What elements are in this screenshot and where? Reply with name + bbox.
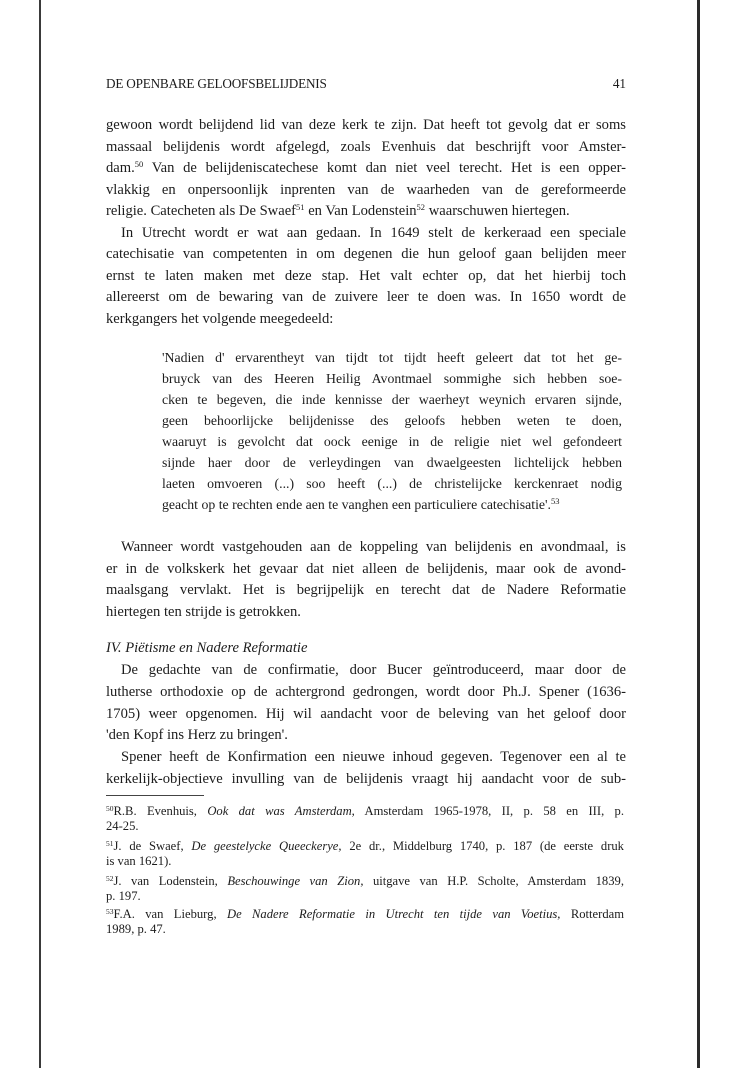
text-line: hiertegen ten strijde is getrokken. bbox=[106, 604, 301, 620]
text-line: 'den Kopf ins Herz zu bringen'. bbox=[106, 727, 288, 743]
text-line: kerkgangers het volgende meegedeeld: bbox=[106, 311, 334, 327]
section-heading: IV. Piëtisme en Nadere Reformatie bbox=[106, 640, 308, 656]
text-line: vlakkig en onpersoonlijk inprenten van de waarheden van de gereformeerde bbox=[106, 182, 626, 198]
running-header bbox=[106, 76, 626, 94]
text-line: Spener heeft de Konfirmation een nieuwe inhoud gegeven. Tegenover een al te bbox=[121, 749, 626, 765]
text-line: massaal belijdenis wordt afgelegd, zoals Evenhuis dat beschrijft voor Amster- bbox=[106, 139, 626, 155]
footnote: $^{52}$J. van Lodenstein, Beschouwinge van Zion, uitgave van H.P. Scholte, Amsterdam 1839, p. 197. bbox=[106, 874, 624, 903]
text-line: lutherse orthodoxie op de achtergrond gedrongen, wordt door Ph.J. Spener (1636- bbox=[106, 684, 626, 700]
footnote-number: 50 bbox=[106, 804, 114, 813]
quote-line: 'Nadien d' ervarentheyt van tijdt tot tijdt heeft geleert dat tot het ge- bbox=[162, 350, 622, 365]
quote-line: geacht op te rechten ende aen te vanghen een particuliere catechisatie'.$^{53}$ bbox=[162, 496, 560, 512]
text-line: er in de volkskerk het gevaar dat niet alleen de belijdenis, maar ook de avond- bbox=[106, 561, 626, 577]
quote-line: sijnde haer door de verleydingen van dwaelgeesten lichtelijck hebben bbox=[162, 455, 622, 470]
running-title: DE OPENBARE GELOOFSBELIJDENIS bbox=[106, 76, 327, 91]
page-edge-right bbox=[697, 0, 700, 1068]
quote-line: laeten omvoeren (...) soo heeft (...) de christelijcke kerckenraet nodig bbox=[162, 476, 622, 491]
quote-line: geen behoorlijcke belijdenisse des geloofs hebben weten te doen, bbox=[162, 413, 622, 428]
page-number: 41 bbox=[612, 76, 626, 91]
quote-line: waaruyt is gevolcht dat oock eenige in de religie niet wel gefondeert bbox=[162, 434, 622, 449]
footnote-number: 53 bbox=[106, 907, 114, 916]
footnote-number: 52 bbox=[106, 874, 114, 883]
footnote: $^{50}$R.B. Evenhuis, Ook dat was Amsterdam, Amsterdam 1965-1978, II, p. 58 en III, p. 24-25. bbox=[106, 804, 625, 833]
text-line: allereerst om de bewaring van de zuivere leer te doen was. In 1650 wordt de bbox=[106, 289, 626, 305]
text-line: religie. Catecheten als De Swaef$^{51}$ en Van Lodenstein$^{52}$ waarschuwen hiertegen. bbox=[106, 202, 570, 219]
text-line: Wanneer wordt vastgehouden aan de koppeling van belijdenis en avondmaal, is bbox=[121, 539, 626, 555]
footnote: $^{51}$J. de Swaef, De geestelycke Queeckerye, 2e dr., Middelburg 1740, p. 187 (de eerste druk is van 1621). bbox=[106, 839, 624, 868]
text-line: 1705) weer opgenomen. Hij wil aandacht voor de beleving van het geloof door bbox=[106, 706, 626, 722]
quote-line: cken te begeven, die inde kennisse der waerheyt weynich ervaren sijnde, bbox=[162, 392, 622, 407]
text-line: In Utrecht wordt er wat aan gedaan. In 1649 stelt de kerkeraad een speciale bbox=[121, 225, 626, 241]
text-line: catechisatie van competenten in om degenen die hun geloof gaan belijden meer bbox=[106, 246, 626, 262]
footnote-number: 51 bbox=[106, 839, 114, 848]
footnote-ref: 51 bbox=[296, 202, 305, 212]
footnote-ref: 52 bbox=[416, 202, 426, 212]
footnote-rule bbox=[106, 795, 204, 796]
text-line: kerkelijk-objectieve invulling van de belijdenis vraagt hij aandacht voor de sub- bbox=[106, 771, 626, 787]
text-line: dam.$^{50}$ Van de belijdeniscatechese komt dan niet veel terecht. Het is een opper- bbox=[106, 159, 626, 176]
footnote-ref: 53 bbox=[550, 496, 560, 506]
quote-line: bruyck van des Heeren Heilig Avontmael sommighe sich hebben soe- bbox=[162, 371, 622, 386]
text-line: maalsgang vervlakt. Het is begrijpelijk en terecht dat de Nadere Reformatie bbox=[106, 582, 626, 598]
text-line: De gedachte van de confirmatie, door Bucer geïntroduceerd, maar door de bbox=[121, 662, 626, 678]
footnote: $^{53}$F.A. van Lieburg, De Nadere Reformatie in Utrecht ten tijde van Voetius, Rotterdam 1989, p. 47. bbox=[106, 907, 624, 936]
page-edge-left bbox=[39, 0, 41, 1068]
footnote-ref: 50 bbox=[134, 159, 144, 169]
text-line: ernst te laten maken met deze stap. Het valt echter op, dat het hierbij toch bbox=[106, 268, 626, 284]
text-line: gewoon wordt belijdend lid van deze kerk te zijn. Dat heeft tot gevolg dat er soms bbox=[106, 117, 626, 133]
